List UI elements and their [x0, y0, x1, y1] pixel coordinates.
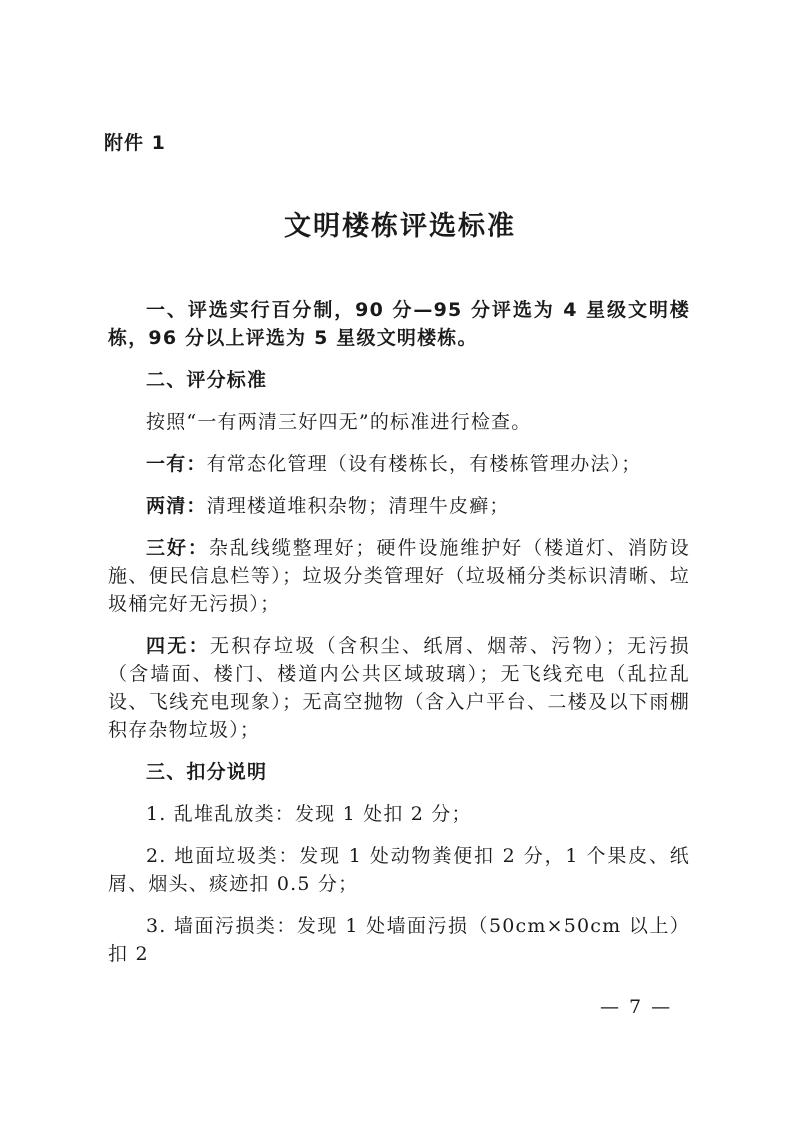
- criterion-yi-you-label: 一有：: [146, 453, 207, 475]
- annex-label: 附件 1: [104, 132, 166, 154]
- criterion-yi-you: [108, 450, 690, 478]
- criterion-san-hao-text: 杂乱线缆整理好；硬件设施维护好（楼道灯、消防设施、便民信息栏等）；垃圾分类管理好（垃圾桶分类标识清晰、垃圾桶完好无污损）；: [108, 537, 690, 615]
- criterion-san-hao: [108, 534, 690, 618]
- page-number: — 7 —: [600, 996, 673, 1018]
- document-title: 文明楼栋评选标准: [284, 211, 516, 242]
- section-3-heading: 三、扣分说明: [146, 761, 268, 783]
- section-2-heading: 二、评分标准: [146, 369, 268, 391]
- section-2-intro: 按照“一有两清三好四无”的标准进行检查。: [146, 411, 532, 433]
- criterion-yi-you-text: 有常态化管理（设有楼栋长，有楼栋管理办法）；: [206, 453, 642, 475]
- deduction-item-2: 2. 地面垃圾类：发现 1 处动物粪便扣 2 分，1 个果皮、纸屑、烟头、痰迹扣 0.5 分；: [108, 845, 690, 895]
- deduction-item-3: 3. 墙面污损类：发现 1 处墙面污损（50cm×50cm 以上）扣 2: [108, 915, 690, 965]
- criterion-si-wu-label: 四无：: [146, 635, 210, 657]
- criterion-si-wu: [108, 632, 690, 744]
- criterion-si-wu-text: 无积存垃圾（含积尘、纸屑、烟蒂、污物）；无污损（含墙面、楼门、楼道内公共区域玻璃）；无飞线充电（乱拉乱设、飞线充电现象）；无高空抛物（含入户平台、二楼及以下雨棚积存杂物垃圾）；: [108, 635, 690, 741]
- section-1-paragraph: 一、评选实行百分制，90 分—95 分评选为 4 星级文明楼栋，96 分以上评选为 5 星级文明楼栋。: [108, 299, 690, 349]
- criterion-liang-qing: [108, 492, 690, 520]
- document-body: [108, 296, 690, 982]
- deduction-item-1: 1. 乱堆乱放类：发现 1 处扣 2 分；: [146, 803, 472, 825]
- criterion-san-hao-label: 三好：: [146, 537, 209, 559]
- criterion-liang-qing-text: 清理楼道堆积杂物；清理牛皮癣；: [206, 495, 510, 517]
- criterion-liang-qing-label: 两清：: [146, 495, 207, 517]
